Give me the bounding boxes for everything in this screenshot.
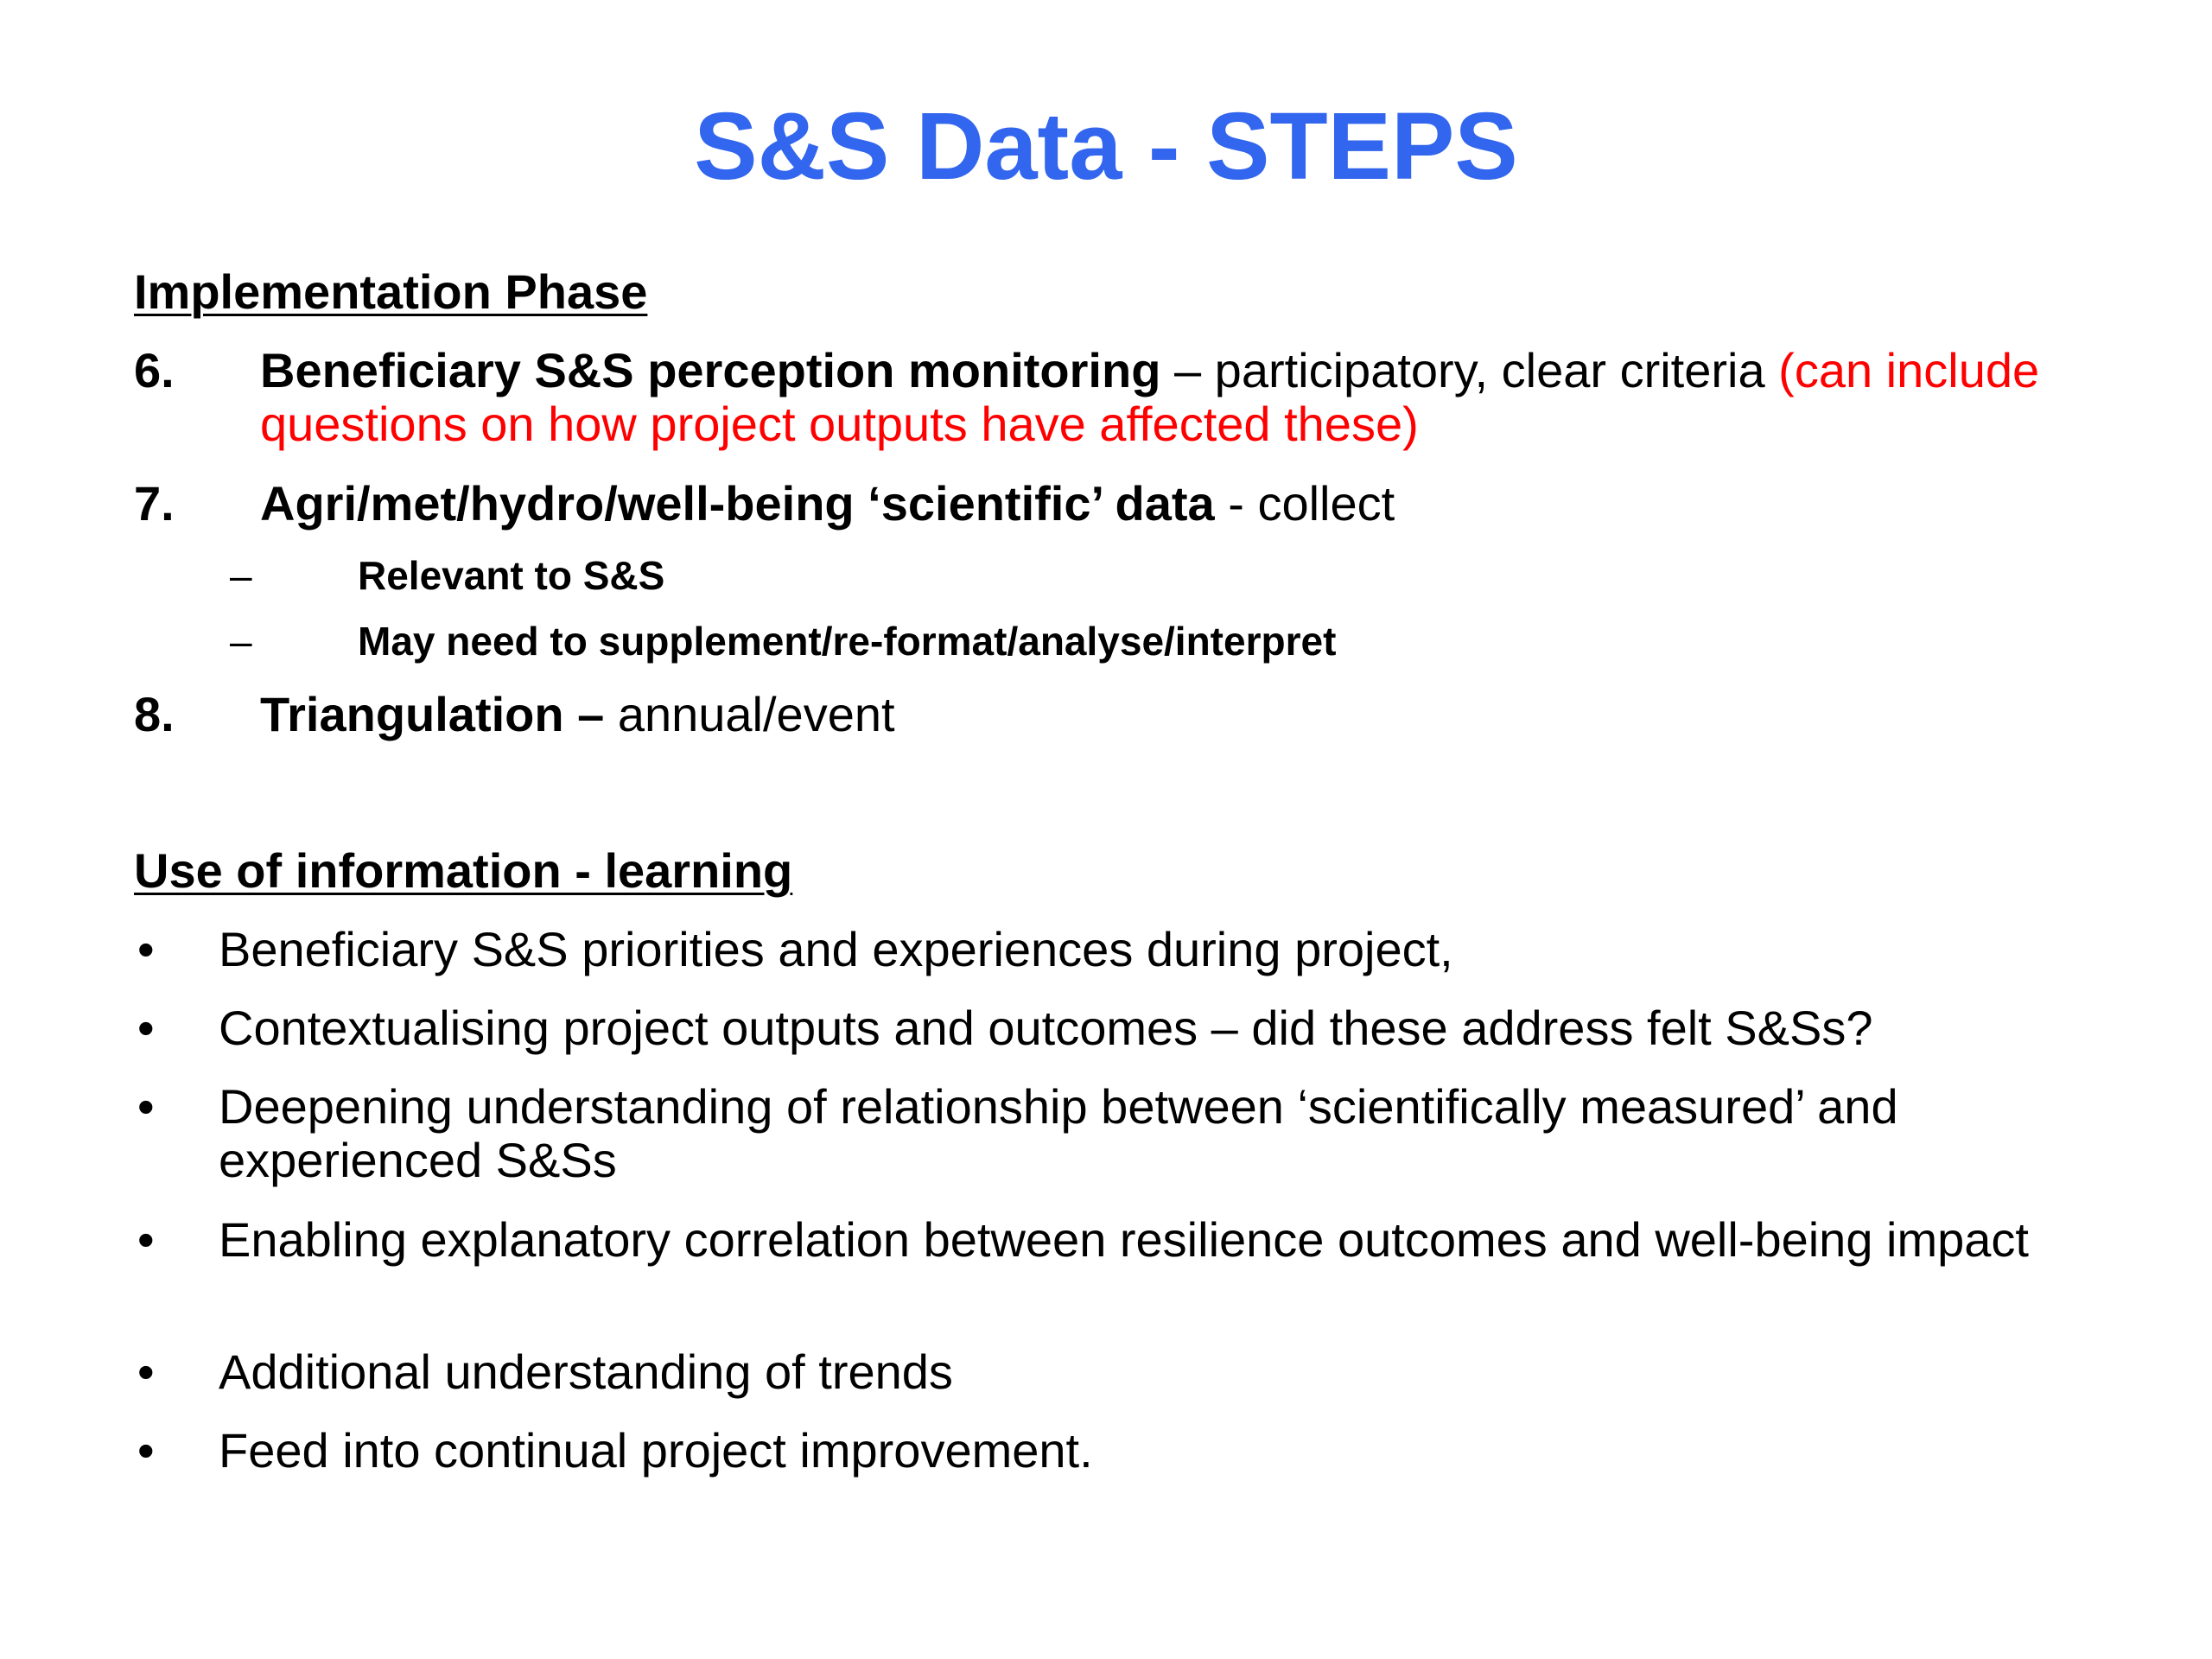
bullet-item [134,923,2121,976]
bullet-marker: • [137,922,155,976]
item-text: - collect [1214,476,1395,531]
dash-marker: – [230,553,252,598]
numbered-item-7 [134,477,2121,531]
bullet-text: Beneficiary S&S priorities and experiences during project, [219,922,1453,976]
bullet-text: Additional understanding of trends [219,1344,953,1399]
item-bold-text: Triangulation – [260,687,605,741]
bullet-item [134,1001,2121,1055]
use-of-information-heading: Use of information - learning [134,843,793,898]
slide-title: S&S Data - STEPS [694,93,1518,200]
bullet-item [134,1213,2121,1267]
bullet-text: Deepening understanding of relationship between ‘scientifically measured’ and experienced S&Ss [219,1079,1898,1187]
bullet-text: Contextualising project outputs and outcomes – did these address felt S&Ss? [219,1001,1873,1055]
bullet-marker: • [137,1423,155,1478]
bullet-item [134,1080,2121,1187]
bullet-marker: • [137,1212,155,1267]
item-number: 7. [134,476,175,531]
item-bold-text: Beneficiary S&S perception monitoring [260,343,1161,397]
bullet-item [134,1424,2121,1478]
item-number: 8. [134,687,175,741]
dash-marker: – [230,619,252,664]
item-content [260,344,2121,451]
sub-item-text: May need to supplement/re-format/analyse/interpret [358,619,1337,664]
numbered-item-6 [134,344,2121,451]
item-highlight-text: (can include questions on how project outputs have affected these) [260,343,2040,451]
bullet-marker: • [137,1344,155,1399]
sub-item-supplement [230,617,1336,665]
bullet-text: Enabling explanatory correlation between resilience outcomes and well-being impact [219,1212,2029,1267]
bullet-text: Feed into continual project improvement. [219,1423,1093,1478]
implementation-phase-heading: Implementation Phase [134,264,648,319]
item-content [260,477,2121,531]
item-number: 6. [134,343,175,397]
sub-item-relevant [230,551,664,600]
item-content [260,688,2121,741]
sub-item-text: Relevant to S&S [358,553,665,598]
numbered-item-8 [134,688,2121,741]
item-text: – participatory, clear criteria [1160,343,1779,397]
bullet-marker: • [137,1079,155,1134]
bullet-marker: • [137,1001,155,1055]
item-text: annual/event [604,687,895,741]
bullet-item [134,1345,2121,1399]
item-bold-text: Agri/met/hydro/well-being ‘scientific’ data [260,476,1215,531]
